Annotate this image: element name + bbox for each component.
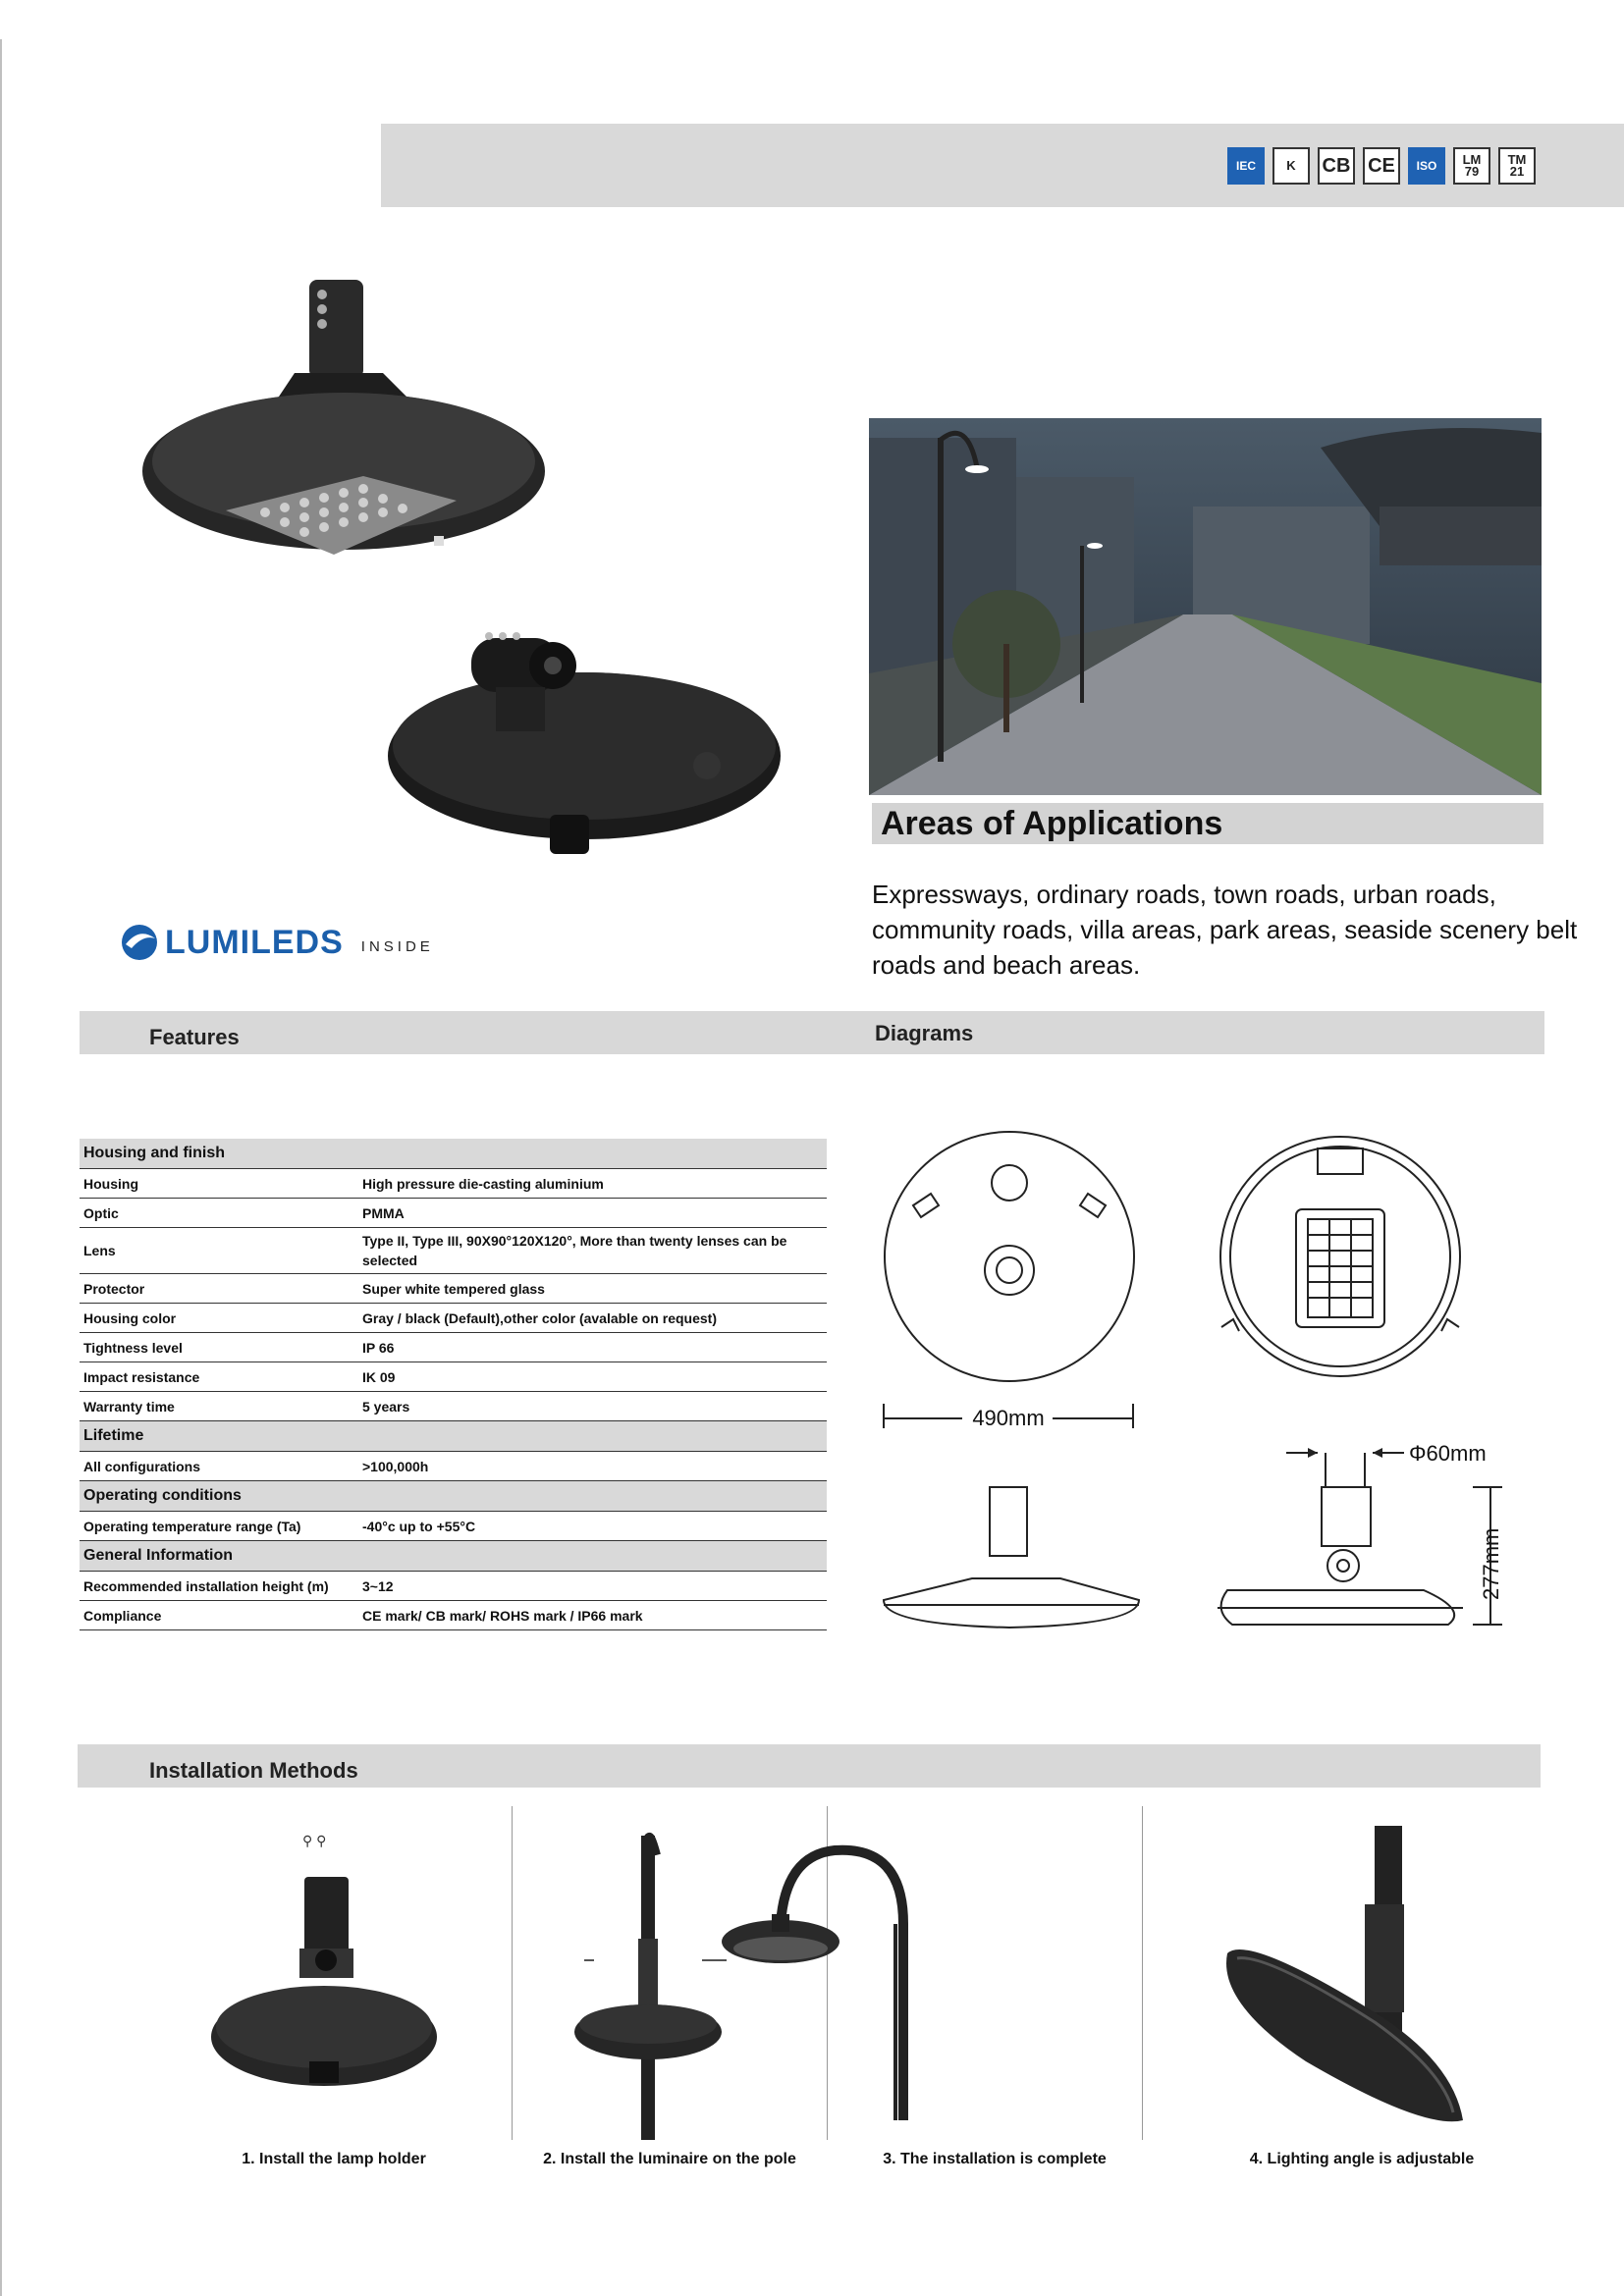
table-row	[80, 1362, 827, 1392]
step-caption: 2. Install the luminaire on the pole	[543, 2151, 796, 2167]
pole-diameter-label: Φ60mm	[1409, 1441, 1487, 1466]
step-caption: 1. Install the lamp holder	[242, 2151, 426, 2167]
installation-illustrations	[147, 1826, 1522, 2140]
table-row	[80, 1228, 827, 1274]
row-value: IK 09	[358, 1362, 827, 1392]
row-label: Lens	[80, 1228, 358, 1274]
table-row	[80, 1512, 827, 1541]
row-value: Gray / black (Default),other color (avalable on request)	[358, 1304, 827, 1333]
lm79-cert-icon: LM 79	[1453, 147, 1490, 185]
row-value: 3~12	[358, 1572, 827, 1601]
table-row	[80, 1274, 827, 1304]
row-value: Super white tempered glass	[358, 1274, 827, 1304]
row-value: -40°c up to +55°C	[358, 1512, 827, 1541]
product-images	[118, 265, 805, 854]
applications-text: Expressways, ordinary roads, town roads, urban roads, community roads, villa areas, park areas, seaside scenery belt roads and beach areas.	[872, 880, 1578, 980]
certification-marks	[1227, 147, 1536, 185]
step2-illustration	[574, 1836, 727, 2140]
row-label: Recommended installation height (m)	[80, 1572, 358, 1601]
step-caption: 3. The installation is complete	[883, 2151, 1107, 2167]
step3-illustration	[722, 1850, 903, 2120]
table-row	[80, 1452, 827, 1481]
table-row	[80, 1199, 827, 1228]
lumileds-wordmark: LUMILEDS	[165, 923, 344, 961]
row-value: >100,000h	[358, 1452, 827, 1481]
page-left-rule	[0, 39, 2, 2296]
table-row	[80, 1169, 827, 1199]
row-value: High pressure die-casting aluminium	[358, 1169, 827, 1199]
row-value: 5 years	[358, 1392, 827, 1421]
lumileds-inside-text: INSIDE	[360, 937, 434, 955]
group-lifetime: Lifetime	[80, 1421, 827, 1452]
table-group-row	[80, 1541, 827, 1572]
application-photo	[869, 418, 1542, 795]
dimension-diagrams	[874, 1129, 1542, 1639]
product-photo-top-view	[388, 632, 781, 854]
installation-heading: Installation Methods	[149, 1758, 358, 1783]
header-bar	[381, 124, 1624, 207]
features-diagrams-bar	[80, 1011, 1544, 1054]
table-row	[80, 1333, 827, 1362]
group-housing: Housing and finish	[80, 1139, 827, 1169]
table-group-row	[80, 1139, 827, 1169]
cb-cert-icon: CB	[1318, 147, 1355, 185]
row-label: Operating temperature range (Ta)	[80, 1512, 358, 1541]
lumileds-logo	[118, 923, 434, 962]
row-label: Impact resistance	[80, 1362, 358, 1392]
step4-illustration	[1226, 1826, 1463, 2121]
row-label: Optic	[80, 1199, 358, 1228]
height-label: 277mm	[1479, 1527, 1503, 1600]
group-general: General Information	[80, 1541, 827, 1572]
row-label: Tightness level	[80, 1333, 358, 1362]
iso-cert-icon: ISO	[1408, 147, 1445, 185]
step1-illustration	[211, 1833, 437, 2086]
spec-table	[80, 1139, 827, 1630]
tm21-cert-icon: TM 21	[1498, 147, 1536, 185]
table-group-row	[80, 1421, 827, 1452]
row-label: Protector	[80, 1274, 358, 1304]
group-operating: Operating conditions	[80, 1481, 827, 1512]
diameter-label: 490mm	[972, 1406, 1045, 1430]
table-row	[80, 1601, 827, 1630]
ce-cert-icon: CE	[1363, 147, 1400, 185]
row-label: Compliance	[80, 1601, 358, 1630]
table-row	[80, 1392, 827, 1421]
row-value: IP 66	[358, 1333, 827, 1362]
row-label: All configurations	[80, 1452, 358, 1481]
table-group-row	[80, 1481, 827, 1512]
applications-title: Areas of Applications	[881, 805, 1223, 842]
features-heading: Features	[149, 1025, 240, 1049]
k-mark-cert-icon: K	[1272, 147, 1310, 185]
svg-text:⚲ ⚲: ⚲ ⚲	[302, 1833, 327, 1848]
lumileds-swirl-icon	[118, 923, 163, 962]
row-label: Housing color	[80, 1304, 358, 1333]
product-photo-bottom-view	[142, 280, 545, 555]
row-value: CE mark/ CB mark/ ROHS mark / IP66 mark	[358, 1601, 827, 1630]
table-row	[80, 1572, 827, 1601]
row-value: Type II, Type III, 90X90°120X120°, More than twenty lenses can be selected	[358, 1228, 827, 1274]
row-label: Warranty time	[80, 1392, 358, 1421]
row-value: PMMA	[358, 1199, 827, 1228]
iec-cert-icon: IEC	[1227, 147, 1265, 185]
diagrams-heading: Diagrams	[875, 1021, 974, 1045]
row-label: Housing	[80, 1169, 358, 1199]
step-caption: 4. Lighting angle is adjustable	[1249, 2151, 1475, 2167]
table-row	[80, 1304, 827, 1333]
